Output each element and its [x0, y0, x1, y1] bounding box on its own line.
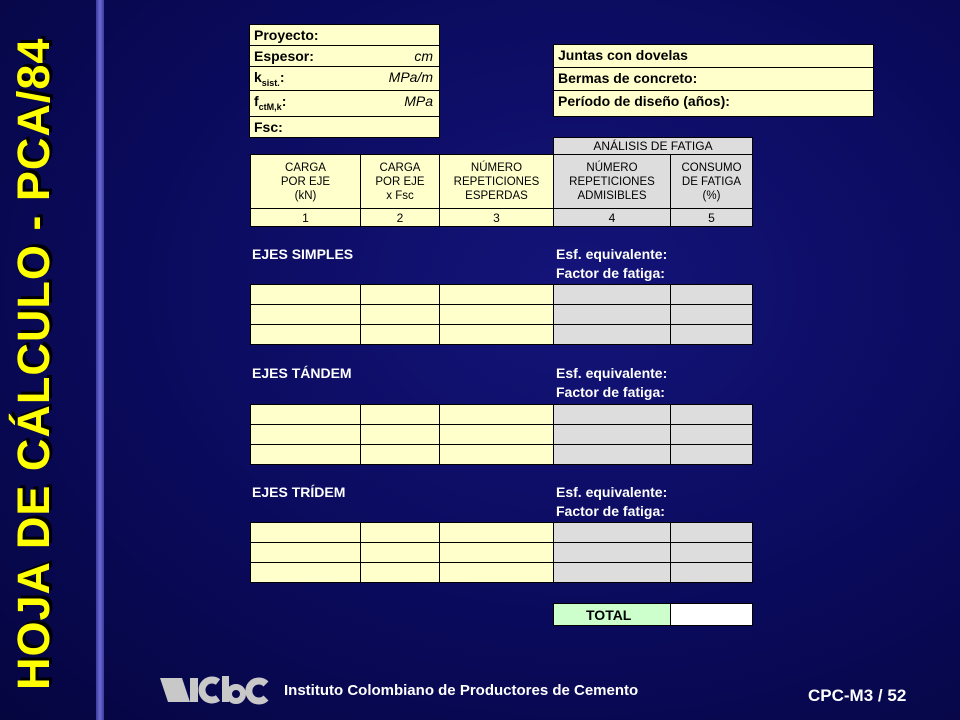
grid-tandem-row2-rep-esperadas-cell[interactable]: [439, 424, 554, 445]
col-number-1: 1: [250, 208, 361, 227]
grid-tridem-row3-rep-admisibles-cell[interactable]: [553, 562, 671, 583]
grid-tridem-row1-carga-fsc-cell[interactable]: [360, 522, 440, 543]
grid-simples-row1-carga-eje-cell[interactable]: [250, 284, 361, 305]
fctm-field[interactable]: [249, 90, 440, 117]
fctm-unit: MPa: [404, 93, 433, 109]
grid-tandem-row3-carga-fsc-cell[interactable]: [360, 444, 440, 465]
grid-simples-row1-rep-admisibles-cell[interactable]: [553, 284, 671, 305]
grid-tridem-row2-consumo-fatiga-cell[interactable]: [670, 542, 753, 563]
col-number-4: 4: [553, 208, 671, 227]
grid-tridem-row2-rep-admisibles-cell[interactable]: [553, 542, 671, 563]
grid-simples-row3-carga-fsc-cell[interactable]: [360, 324, 440, 345]
grid-tandem-row2-consumo-fatiga-cell[interactable]: [670, 424, 753, 445]
factor-fatiga-tandem: Factor de fatiga:: [556, 384, 665, 400]
grid-simples-row2-carga-eje-cell[interactable]: [250, 304, 361, 325]
fsc-label: Fsc:: [254, 119, 283, 135]
col-header-rep-esperadas: NÚMERO REPETICIONES ESPERDAS: [439, 154, 554, 209]
ksist-field[interactable]: [249, 66, 440, 91]
analisis-fatiga-header: ANÁLISIS DE FATIGA: [553, 137, 753, 155]
col-number-5: 5: [670, 208, 753, 227]
decorative-vertical-bar: [96, 0, 104, 720]
bermas-label: Bermas de concreto:: [558, 70, 698, 86]
factor-fatiga-tridem: Factor de fatiga:: [556, 503, 665, 519]
grid-tridem-row3-carga-eje-cell[interactable]: [250, 562, 361, 583]
grid-simples-row1-consumo-fatiga-cell[interactable]: [670, 284, 753, 305]
grid-simples-row1-rep-esperadas-cell[interactable]: [439, 284, 554, 305]
section-title-tandem: EJES TÁNDEM: [252, 365, 352, 381]
col-number-2: 2: [360, 208, 440, 227]
grid-tridem-row1-rep-admisibles-cell[interactable]: [553, 522, 671, 543]
col-header-carga-fsc: CARGA POR EJE x Fsc: [360, 154, 440, 209]
proyecto-label: Proyecto:: [254, 27, 319, 43]
grid-tridem-row3-carga-fsc-cell[interactable]: [360, 562, 440, 583]
grid-tridem-row1-rep-esperadas-cell[interactable]: [439, 522, 554, 543]
grid-tandem-row3-rep-esperadas-cell[interactable]: [439, 444, 554, 465]
grid-tandem-row2-rep-admisibles-cell[interactable]: [553, 424, 671, 445]
grid-simples-row2-carga-fsc-cell[interactable]: [360, 304, 440, 325]
total-label: TOTAL: [553, 603, 671, 626]
fctm-label: $f_{ctM,k}$:: [254, 93, 287, 112]
espesor-label: Espesor:: [254, 48, 314, 64]
grid-simples-row3-rep-admisibles-cell[interactable]: [553, 324, 671, 345]
espesor-field[interactable]: [249, 45, 440, 67]
page-separator: /: [877, 686, 883, 705]
grid-tandem-row1-carga-fsc-cell[interactable]: [360, 404, 440, 425]
grid-tridem-row3-rep-esperadas-cell[interactable]: [439, 562, 554, 583]
col-header-rep-admisibles: NÚMERO REPETICIONES ADMISIBLES: [553, 154, 671, 209]
page-code: CPC-M3: [808, 686, 874, 705]
institute-name: Instituto Colombiano de Productores de Cemento: [284, 682, 639, 699]
section-title-simples: EJES SIMPLES: [252, 246, 354, 262]
col-number-3: 3: [439, 208, 554, 227]
factor-fatiga-simples: Factor de fatiga:: [556, 265, 665, 281]
grid-tridem-row2-carga-fsc-cell[interactable]: [360, 542, 440, 563]
ksist-label: $k_{sist.}$:: [254, 69, 285, 88]
periodo-label: Período de diseño (años):: [558, 93, 730, 109]
grid-tandem-row1-rep-esperadas-cell[interactable]: [439, 404, 554, 425]
esf-equivalente-tridem: Esf. equivalente:: [556, 484, 668, 500]
grid-simples-row3-carga-eje-cell[interactable]: [250, 324, 361, 345]
juntas-label: Juntas con dovelas: [558, 47, 688, 63]
total-value-cell[interactable]: [670, 603, 753, 626]
bermas-field[interactable]: [553, 67, 874, 91]
grid-tandem-row3-carga-eje-cell[interactable]: [250, 444, 361, 465]
grid-simples-row2-rep-admisibles-cell[interactable]: [553, 304, 671, 325]
grid-tandem-row1-consumo-fatiga-cell[interactable]: [670, 404, 753, 425]
icpc-logo: [160, 674, 270, 706]
esf-equivalente-simples: Esf. equivalente:: [556, 246, 668, 262]
ksist-unit: MPa/m: [388, 69, 433, 85]
esf-equivalente-tandem: Esf. equivalente:: [556, 365, 668, 381]
grid-tandem-row2-carga-fsc-cell[interactable]: [360, 424, 440, 445]
col-header-consumo-fatiga: CONSUMO DE FATIGA (%): [670, 154, 753, 209]
section-title-tridem: EJES TRÍDEM: [252, 484, 346, 500]
proyecto-field[interactable]: [249, 24, 440, 46]
grid-tridem-row1-consumo-fatiga-cell[interactable]: [670, 522, 753, 543]
juntas-field[interactable]: [553, 44, 874, 68]
grid-tandem-row1-rep-admisibles-cell[interactable]: [553, 404, 671, 425]
espesor-unit: cm: [414, 48, 433, 64]
grid-tandem-row1-carga-eje-cell[interactable]: [250, 404, 361, 425]
grid-tandem-row3-rep-admisibles-cell[interactable]: [553, 444, 671, 465]
grid-tridem-row2-rep-esperadas-cell[interactable]: [439, 542, 554, 563]
page-indicator: [808, 686, 906, 706]
grid-tandem-row2-carga-eje-cell[interactable]: [250, 424, 361, 445]
grid-tandem-row3-consumo-fatiga-cell[interactable]: [670, 444, 753, 465]
grid-tridem-row1-carga-eje-cell[interactable]: [250, 522, 361, 543]
grid-simples-row2-consumo-fatiga-cell[interactable]: [670, 304, 753, 325]
grid-simples-row1-carga-fsc-cell[interactable]: [360, 284, 440, 305]
grid-simples-row3-rep-esperadas-cell[interactable]: [439, 324, 554, 345]
page-number: 52: [887, 686, 907, 705]
slide-title: HOJA DE CÁLCULO - PCA/84: [8, 37, 59, 690]
fsc-field[interactable]: [249, 116, 440, 138]
grid-tridem-row2-carga-eje-cell[interactable]: [250, 542, 361, 563]
grid-simples-row3-consumo-fatiga-cell[interactable]: [670, 324, 753, 345]
periodo-field[interactable]: [553, 90, 874, 117]
grid-simples-row2-rep-esperadas-cell[interactable]: [439, 304, 554, 325]
grid-tridem-row3-consumo-fatiga-cell[interactable]: [670, 562, 753, 583]
col-header-carga-eje: CARGA POR EJE (kN): [250, 154, 361, 209]
